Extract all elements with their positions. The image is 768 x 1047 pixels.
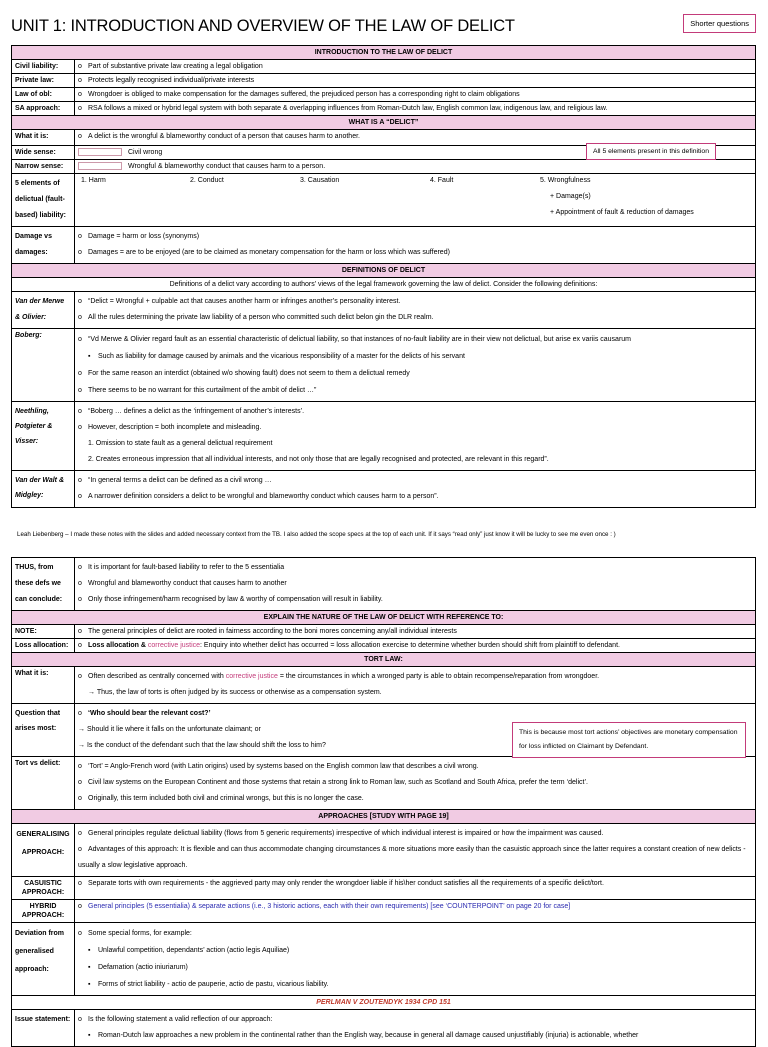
- all-elements-callout: All 5 elements present in this definition: [586, 143, 716, 160]
- row-label: SA approach:: [12, 102, 75, 116]
- table-row: Boberg: o “Vd Merwe & Olivier regard fault as an essential characteristic of delictual liability, so that instances of no-fault liability are in their view not delictual, but arise ex variis causarum ▪ Such as liability for damage caused by animals and the vicarious responsibility of a master for the delicts of his servant o For the same reason an interdict (obtained w/o showing fault) does not seem to them a delictual remedy o There seems to be no warrant for this curtailment of the ambit of delict …”: [12, 329, 756, 402]
- defs-intro: Definitions of a delict vary according to authors’ views of the legal framework governing the law of delict. Consider the following definitions:: [12, 278, 756, 292]
- row-text: Wrongdoer is obliged to make compensation for the damages suffered, the prejudiced person has a corresponding right to claim obligations: [88, 91, 520, 98]
- row-text: ‘Tort’ = Anglo-French word (with Latin origins) used by systems based on the English common law that describes a civil wrong.: [88, 763, 479, 770]
- row-label: NOTE:: [12, 625, 75, 639]
- element-apportionment: + Appointment of fault & reduction of damages: [550, 209, 694, 216]
- table-row: HYBRID APPROACH: o General principles (5 essentialia) & separate actions (i.e., 3 historic actions, each with their own requirements) [see ‘COUNTERPOINT’ on page 20 for case]: [12, 900, 756, 923]
- row-text: Damages = are to be enjoyed (are to be claimed as monetary compensation for the harm or loss which was suffered): [88, 249, 450, 256]
- row-text: Defamation (actio iniuriarum): [98, 964, 188, 971]
- row-text: The general principles of delict are rooted in fairness according to the boni mores concerning any/all individual interests: [88, 628, 457, 635]
- table-row: [12, 160, 756, 174]
- row-text: RSA follows a mixed or hybrid legal system with both separate & overlapping influences from Roman-Dutch law, English common law, indigenous law, and religious law.: [88, 105, 608, 112]
- table-row: Private law: o Protects legally recognised individual/private interests: [12, 74, 756, 88]
- row-label: HYBRID APPROACH:: [12, 900, 75, 923]
- row-text: ‘Who should bear the relevant cost?’: [88, 710, 211, 717]
- row-text: “Vd Merwe & Olivier regard fault as an essential characteristic of delictual liability, so that instances of no-fault liability are in their view not delictual, but arise ex variis causarum: [88, 336, 632, 343]
- row-text: Only those infringement/harm recognised by law & worthy of compensation will result in liability.: [88, 596, 383, 603]
- notes-table-part-2: [11, 557, 756, 1047]
- row-label: Damage vs damages:: [12, 227, 75, 264]
- row-label: Civil liability:: [12, 60, 75, 74]
- row-text: Civil law systems on the European Continent and those systems that retain a strong link to Roman law, such as Scotland and South Africa, prefer the term ‘delict’.: [88, 779, 588, 786]
- element-damages: + Damage(s): [550, 193, 591, 200]
- row-text: However, description = both incomplete and misleading.: [88, 424, 262, 431]
- row-text: “In general terms a delict can be defined as a civil wrong …: [88, 477, 272, 484]
- row-text: “Boberg … defines a delict as the ‘infringement of another’s interests’.: [88, 408, 305, 415]
- row-text: Is the following statement a valid reflection of our approach:: [88, 1016, 273, 1023]
- section-header-intro: INTRODUCTION TO THE LAW OF DELICT: [12, 46, 756, 60]
- table-row: What it is: o A delict is the wrongful & blameworthy conduct of a person that causes harm to another.: [12, 130, 756, 146]
- row-label: 5 elements of delictual (fault-based) liability:: [12, 174, 75, 227]
- element-causation: 3. Causation: [300, 177, 340, 184]
- table-row: Tort vs delict: o ‘Tort’ = Anglo-French word (with Latin origins) used by systems based on the English common law that describes a civil wrong. o Civil law systems on the European Continent and those systems that retain a strong link to Roman law, such as Scotland and South Africa, prefer the term ‘delict’. o Originally, this term included both civil and criminal wrongs, but this is no longer the case.: [12, 757, 756, 810]
- row-text: Such as liability for damage caused by animals and the vicarious responsibility of a master for the delicts of his servant: [98, 353, 465, 360]
- row-label: Deviation from generalised approach:: [12, 923, 75, 996]
- row-text: : Enquiry into whether delict has occurred = loss allocation exercise to determine whether burden should shift from plaintiff to defendant.: [200, 642, 620, 649]
- table-row: Neethling, Potgieter & Visser: o “Boberg … defines a delict as the ‘infringement of another’s interests’. o However, description = both incomplete and misleading. 1. Omission to state fault as a general delictual requirement 2. Creates erroneous impression that all individual interests, and not only those that are legally recognised and protected, are relevant in this regard”.: [12, 402, 756, 471]
- corrective-justice-term: corrective justice: [225, 673, 278, 680]
- row-text: A delict is the wrongful & blameworthy conduct of a person that causes harm to another.: [88, 133, 360, 140]
- table-row: Deviation from generalised approach: o Some special forms, for example: ▪ Unlawful competition, dependants’ action (actio legis Aquiliae) ▪ Defamation (actio iniuriarum) ▪ Forms of strict liability - actio de pauperie, actio de pastu, vicarious liability.: [12, 923, 756, 996]
- double-arrow-icon: [78, 162, 122, 170]
- row-label: Neethling, Potgieter & Visser:: [12, 402, 75, 471]
- row-label: CASUISTIC APPROACH:: [12, 877, 75, 900]
- table-row: [12, 174, 756, 227]
- row-text: Wrongful & blameworthy conduct that causes harm to a person.: [128, 163, 326, 170]
- row-label: Narrow sense:: [12, 160, 75, 174]
- table-row: Van der Walt & Midgley: o “In general terms a delict can be defined as a civil wrong … o A narrower definition considers a delict to be wrongful and blameworthy conduct which causes harm to a person”.: [12, 471, 756, 508]
- row-label: Van der Merwe & Olivier:: [12, 292, 75, 329]
- row-text: General principles regulate delictual liability (flows from 5 generic requirements) irrespective of which individual interest is impaired or how the impairment was caused.: [88, 830, 604, 837]
- row-text: Forms of strict liability - actio de pauperie, actio de pastu, vicarious liability.: [98, 981, 329, 988]
- table-row: Damage vs damages: o Damage = harm or loss (synonyms) o Damages = are to be enjoyed (are to be claimed as monetary compensation for the harm or loss which was suffered): [12, 227, 756, 264]
- element-fault: 4. Fault: [430, 177, 454, 184]
- case-heading: PERLMAN V ZOUTENDYK 1934 CPD 151: [12, 996, 756, 1010]
- row-text: Separate torts with own requirements - the aggrieved party may only render the wrongdoer liable if his\her conduct satisfies all the requirements of a specific delict/tort.: [88, 880, 604, 887]
- page-title: UNIT 1: INTRODUCTION AND OVERVIEW OF THE LAW OF DELICT: [11, 17, 515, 35]
- row-text: Originally, this term included both civil and criminal wrongs, but this is no longer the case.: [88, 795, 364, 802]
- page-header: [11, 14, 756, 44]
- row-text: Part of substantive private law creating a legal obligation: [88, 63, 263, 70]
- row-text: Damage = harm or loss (synonyms): [88, 233, 200, 240]
- row-text: Roman-Dutch law approaches a new problem in the continental rather than the English way, because in general all damage caused unjustifiably (injuria) is actionable, whether: [98, 1032, 639, 1039]
- table-row: Loss allocation: o Loss allocation & corrective justice: Enquiry into whether delict has occurred = loss allocation exercise to determine whether burden should shift from plaintiff to defendant.: [12, 639, 756, 653]
- row-text: For the same reason an interdict (obtained w/o showing fault) does not seem to them a delictual remedy: [88, 370, 410, 377]
- row-text: Protects legally recognised individual/private interests: [88, 77, 255, 84]
- row-text: → Should it lie where it falls on the unfortunate claimant; or: [78, 726, 261, 733]
- table-row: GENERALISING APPROACH: o General principles regulate delictual liability (flows from 5 generic requirements) irrespective of which individual interest is impaired or how the impairment was caused. o Advantages of this approach: It is flexible and can thus accommodate changing circumstances & more situations more easily than the casuistic approach since the latter requires a constant creation of new delicts - usually a slow legislative approach.: [12, 824, 756, 877]
- row-text: Often described as centrally concerned with: [88, 673, 226, 680]
- section-header-tort: TORT LAW:: [12, 653, 756, 667]
- row-label: Law of obl:: [12, 88, 75, 102]
- table-row: CASUISTIC APPROACH: o Separate torts with own requirements - the aggrieved party may only render the wrongdoer liable if his\her conduct satisfies all the requirements of a specific delict/tort.: [12, 877, 756, 900]
- row-text: Unlawful competition, dependants’ action (actio legis Aquiliae): [98, 947, 290, 954]
- row-text: There seems to be no warrant for this curtailment of the ambit of delict …”: [88, 387, 317, 394]
- section-header-approaches: APPROACHES [STUDY WITH PAGE 19]: [12, 810, 756, 824]
- table-row: SA approach: o RSA follows a mixed or hybrid legal system with both separate & overlapping influences from Roman-Dutch law, English common law, indigenous law, and religious law.: [12, 102, 756, 116]
- row-text: → Is the conduct of the defendant such that the law should shift the loss to him?: [78, 742, 326, 749]
- row-text: → Thus, the law of torts is often judged by its success or otherwise as a compensation system.: [88, 689, 382, 696]
- row-text: Some special forms, for example:: [88, 930, 192, 937]
- row-label: Boberg:: [12, 329, 75, 402]
- section-header-what: WHAT IS A “DELICT”: [12, 116, 756, 130]
- shorter-questions-box: Shorter questions: [683, 14, 756, 33]
- row-label: GENERALISING APPROACH:: [12, 824, 75, 877]
- double-arrow-icon: [78, 148, 122, 156]
- element-harm: 1. Harm: [81, 177, 106, 184]
- row-label: What it is:: [12, 667, 75, 704]
- table-row: Issue statement: o Is the following statement a valid reflection of our approach: ▪ Roman-Dutch law approaches a new problem in the continental rather than the English way, because in general all damage caused unjustifiably (injuria) is actionable, whether: [12, 1010, 756, 1047]
- row-label: Question that arises most:: [12, 704, 75, 757]
- row-label: Loss allocation:: [12, 639, 75, 653]
- row-label: THUS, from these defs we can conclude:: [12, 558, 75, 611]
- row-text: 1. Omission to state fault as a general delictual requirement: [88, 440, 273, 447]
- table-row: Civil liability: o Part of substantive private law creating a legal obligation: [12, 60, 756, 74]
- row-label: What it is:: [12, 130, 75, 146]
- row-text: All the rules determining the private law liability of a person who committed such delict belon gin the DLR realm.: [88, 314, 434, 321]
- table-row: THUS, from these defs we can conclude: o It is important for fault-based liability to refer to the 5 essentialia o Wrongful and blameworthy conduct that causes harm to another o Only those infringement/harm recognised by law & worthy of compensation will result in liability.: [12, 558, 756, 611]
- table-row: Law of obl: o Wrongdoer is obliged to make compensation for the damages suffered, the prejudiced person has a corresponding right to claim obligations: [12, 88, 756, 102]
- author-note: Leah Liebenberg – I made these notes with the slides and added necessary context from the TB. I also added the scope specs at the top of each unit. If it says “read only” just know it will be lucky to see me even once : ): [17, 531, 616, 538]
- corrective-justice-term: corrective justice: [147, 642, 201, 649]
- table-row: Question that arises most: o ‘Who should bear the relevant cost?’ → Should it lie where it falls on the unfortunate claimant; or → Is the conduct of the defendant such that the law should shift the loss to him?: [12, 704, 756, 757]
- table-row: What it is: o Often described as centrally concerned with corrective justice = the circumstances in which a wronged party is able to obtain recompense/reparation from wrongdoer. → Thus, the law of torts is often judged by its success or otherwise as a compensation system.: [12, 667, 756, 704]
- row-text: Advantages of this approach: It is flexible and can thus accommodate changing circumstances & more situations more easily than the casuistic approach since the latter requires a constant creation of new delicts - usually a slow legislative approach.: [78, 846, 746, 869]
- row-text: 2. Creates erroneous impression that all individual interests, and not only those that are legally recognised and protected, are relevant in this regard”.: [88, 456, 549, 463]
- row-label: Private law:: [12, 74, 75, 88]
- row-text: Wrongful and blameworthy conduct that causes harm to another: [88, 580, 287, 587]
- element-wrongfulness: 5. Wrongfulness: [540, 177, 591, 184]
- row-label: Issue statement:: [12, 1010, 75, 1047]
- row-text: Loss allocation &: [88, 642, 148, 649]
- row-text: = the circumstances in which a wronged party is able to obtain recompense/reparation from wrongdoer.: [277, 673, 600, 680]
- section-header-defs: DEFINITIONS OF DELICT: [12, 264, 756, 278]
- row-label: Van der Walt & Midgley:: [12, 471, 75, 508]
- row-label: Wide sense:: [12, 146, 75, 160]
- table-row: Van der Merwe & Olivier: o “Delict = Wrongful + culpable act that causes another harm or infringes another’s personality interest. o All the rules determining the private law liability of a person who committed such delict belon gin the DLR realm.: [12, 292, 756, 329]
- notes-table-part-1: [11, 45, 756, 508]
- table-row: NOTE: o The general principles of delict are rooted in fairness according to the boni mores concerning any/all individual interests: [12, 625, 756, 639]
- section-header-explain: EXPLAIN THE NATURE OF THE LAW OF DELICT WITH REFERENCE TO:: [12, 611, 756, 625]
- row-text: Civil wrong: [128, 149, 163, 156]
- row-text: It is important for fault-based liability to refer to the 5 essentialia: [88, 564, 285, 571]
- row-label: Tort vs delict:: [12, 757, 75, 810]
- element-conduct: 2. Conduct: [190, 177, 224, 184]
- row-text: General principles (5 essentialia) & separate actions (i.e., 3 historic actions, each with their own requirements) [see ‘COUNTERPOINT’ on page 20 for case]: [88, 903, 571, 910]
- row-text: “Delict = Wrongful + culpable act that causes another harm or infringes another’s personality interest.: [88, 298, 401, 305]
- row-text: A narrower definition considers a delict to be wrongful and blameworthy conduct which causes harm to a person”.: [88, 493, 439, 500]
- tort-objective-callout: This is because most tort actions’ objectives are monetary compensation for loss inflicted on Claimant by Defendant.: [512, 722, 746, 758]
